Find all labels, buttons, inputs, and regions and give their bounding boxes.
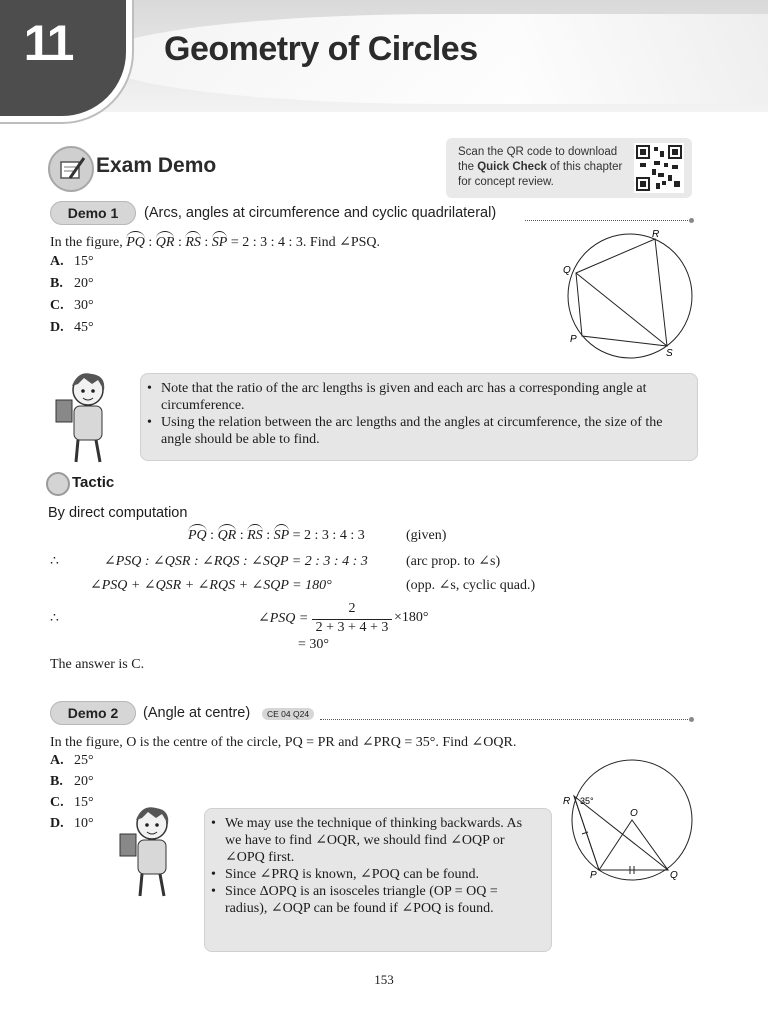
fraction-denominator: 2 + 3 + 4 + 3 <box>315 620 389 635</box>
demo-2-topic: (Angle at centre) <box>143 705 251 721</box>
demo-2-option-c <box>50 795 94 811</box>
demo-2-option-a <box>50 753 94 769</box>
label-q: Q <box>563 265 571 276</box>
demo-1-question-ratio: = 2 : 3 : 4 : 3. Find ∠PSQ. <box>227 235 380 250</box>
chapter-number: 11 <box>23 15 73 71</box>
page-number: 153 <box>374 972 394 987</box>
demo-1-circle-figure <box>560 228 700 363</box>
option-value: 30° <box>74 298 94 313</box>
tactic-line-4-lhs: ∠PSQ = <box>258 611 309 626</box>
label-r: R <box>652 229 660 240</box>
qr-info-box <box>446 138 692 198</box>
demo-2-tip-bubble <box>204 808 552 952</box>
demo-1-topic: (Arcs, angles at circumference and cyclic quadrilateral) <box>144 205 497 221</box>
demo-1-rule <box>525 220 690 221</box>
option-value: 20° <box>74 276 94 291</box>
ratio-value: = 2 : 3 : 4 : 3 <box>289 528 365 543</box>
option-value: 10° <box>74 816 94 831</box>
qr-line2-post: of this chapter <box>546 161 623 173</box>
demo-1-rule-end <box>689 218 694 223</box>
demo-1-tab: Demo 1 <box>50 201 136 225</box>
option-letter: A. <box>50 254 64 269</box>
tactic-line-3: ∠PSQ + ∠QSR + ∠RQS + ∠SQP = 180° <box>90 578 332 593</box>
mascot-student-icon <box>112 800 192 900</box>
demo-2-rule <box>320 719 690 720</box>
demo-2-tip-2: • Since ∠PRQ is known, ∠POQ can be found. <box>205 866 530 883</box>
option-value: 15° <box>74 795 94 810</box>
option-letter: C. <box>50 795 64 810</box>
option-value: 20° <box>74 774 94 789</box>
demo-1-tip-bubble <box>140 373 698 461</box>
option-value: 15° <box>74 254 94 269</box>
tactic-line-5: = 30° <box>298 637 329 652</box>
tactic-line-1: PQ : QR : RS : SP = 2 : 3 : 4 : 3 <box>188 528 365 543</box>
label-angle: 35° <box>580 796 594 806</box>
label-p: P <box>570 334 577 345</box>
option-letter: D. <box>50 320 64 335</box>
label-q: Q <box>670 870 678 881</box>
demo-1-tip-2: • Using the relation between the arc lengths and the angles at circumference, the size of the angle should be able to find. <box>141 414 676 448</box>
exam-demo-heading: Exam Demo <box>96 154 217 177</box>
qr-quick-check: Quick Check <box>477 161 547 173</box>
qr-line1: Scan the QR code to download <box>458 146 618 158</box>
tactic-reason-2: (arc prop. to ∠s) <box>406 554 501 569</box>
tactic-reason-3: (opp. ∠s, cyclic quad.) <box>406 578 536 593</box>
fraction-numerator: 2 <box>348 601 356 616</box>
demo-1-question-prefix: In the figure, <box>50 235 127 250</box>
option-letter: A. <box>50 753 64 768</box>
demo-1-option-c <box>50 298 94 314</box>
arc-rs: RS <box>247 528 263 543</box>
qr-line3: for concept review. <box>458 176 554 188</box>
label-s: S <box>666 348 673 359</box>
demo-1-option-d <box>50 320 94 336</box>
arc-sp: SP <box>273 528 290 543</box>
arc-sp: SP <box>211 235 228 250</box>
qr-line2-pre: the <box>458 161 478 173</box>
arc-pq: PQ <box>188 528 207 543</box>
tactic-heading: Tactic <box>72 474 115 491</box>
demo-1-option-a <box>50 254 94 270</box>
option-value: 45° <box>74 320 94 335</box>
option-letter: B. <box>50 276 63 291</box>
label-p: P <box>590 870 597 881</box>
demo-2-exam-code: CE 04 Q24 <box>262 708 314 720</box>
option-letter: C. <box>50 298 64 313</box>
demo-1-option-b <box>50 276 94 292</box>
therefore-symbol-1: ∴ <box>50 554 59 569</box>
arc-rs: RS <box>185 235 201 250</box>
arc-qr: QR <box>155 235 175 250</box>
magnifier-icon <box>46 472 70 496</box>
demo-2-circle-figure <box>556 752 704 884</box>
demo-2-tab: Demo 2 <box>50 701 136 725</box>
qr-code-icon[interactable] <box>634 143 684 193</box>
demo-2-question: In the figure, O is the centre of the circle, PQ = PR and ∠PRQ = 35°. Find ∠OQR. <box>50 735 517 750</box>
pencil-notepad-icon <box>48 146 94 192</box>
qr-instructions <box>458 145 628 190</box>
demo-2-tip-3: • Since ΔOPQ is an isosceles triangle (OP = OQ = radius), ∠OQP can be found if ∠POQ is found. <box>205 883 530 917</box>
tactic-subheading: By direct computation <box>48 505 188 521</box>
demo-1-question: In the figure, PQ : QR : RS : SP = 2 : 3 : 4 : 3. Find ∠PSQ. <box>50 235 380 250</box>
arc-pq: PQ <box>126 235 145 250</box>
chapter-title: Geometry of Circles <box>164 30 478 68</box>
therefore-symbol-2: ∴ <box>50 611 59 626</box>
demo-2-tip-1: • We may use the technique of thinking backwards. As we have to find ∠OQR, we should find ∠OQP or ∠OPQ first. <box>205 815 530 866</box>
option-letter: D. <box>50 816 64 831</box>
label-r: R <box>563 796 571 807</box>
mascot-student-icon <box>48 366 128 466</box>
demo-2-option-d <box>50 816 94 832</box>
tactic-reason-1: (given) <box>406 528 447 543</box>
tactic-line-4-mult: ×180° <box>394 610 429 625</box>
demo-2-option-b <box>50 774 94 790</box>
arc-qr: QR <box>217 528 237 543</box>
option-letter: B. <box>50 774 63 789</box>
demo-2-rule-end <box>689 717 694 722</box>
tactic-answer: The answer is C. <box>50 657 145 672</box>
label-o: O <box>630 808 638 819</box>
demo-1-tip-1: • Note that the ratio of the arc lengths is given and each arc has a corresponding angle at circumference. <box>141 380 676 414</box>
tactic-line-2: ∠PSQ : ∠QSR : ∠RQS : ∠SQP = 2 : 3 : 4 : 3 <box>104 554 368 569</box>
option-value: 25° <box>74 753 94 768</box>
